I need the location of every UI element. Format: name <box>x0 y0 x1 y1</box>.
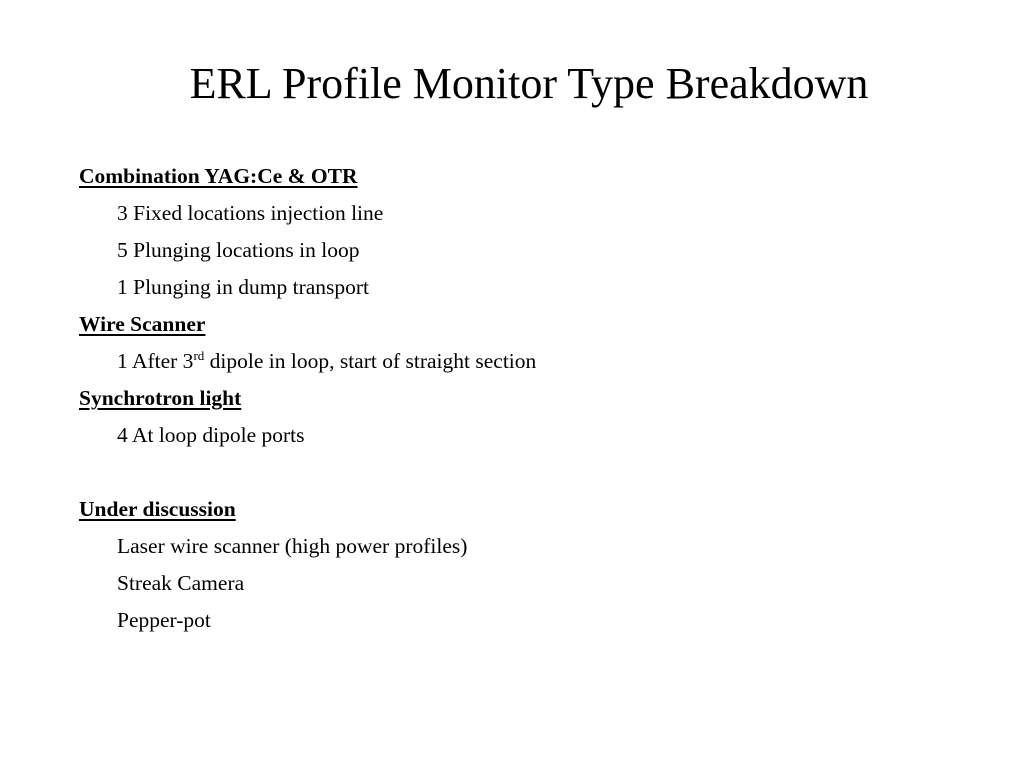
list-item: 5 Plunging locations in loop <box>117 238 360 262</box>
list-item: 1 Plunging in dump transport <box>117 275 370 299</box>
list-item: 4 At loop dipole ports <box>117 423 305 447</box>
section-heading-wire-scanner: Wire Scanner <box>79 312 206 336</box>
slide-body <box>79 158 979 639</box>
list-item: Pepper-pot <box>117 608 211 632</box>
item-text-after: dipole in loop, start of straight section <box>204 349 537 373</box>
list-item <box>79 343 979 380</box>
list-item: Laser wire scanner (high power profiles) <box>117 534 468 558</box>
section-heading-yag-otr: Combination YAG:Ce & OTR <box>79 164 358 188</box>
section-heading-under-discussion: Under discussion <box>79 497 236 521</box>
list-item: Streak Camera <box>117 571 245 595</box>
spacer <box>79 454 979 491</box>
item-text-before: 1 After 3 <box>117 349 194 373</box>
section-heading-synchrotron-light: Synchrotron light <box>79 386 242 410</box>
list-item: 3 Fixed locations injection line <box>117 201 384 225</box>
ordinal-superscript: rd <box>193 348 205 363</box>
slide-title: ERL Profile Monitor Type Breakdown <box>189 59 869 108</box>
